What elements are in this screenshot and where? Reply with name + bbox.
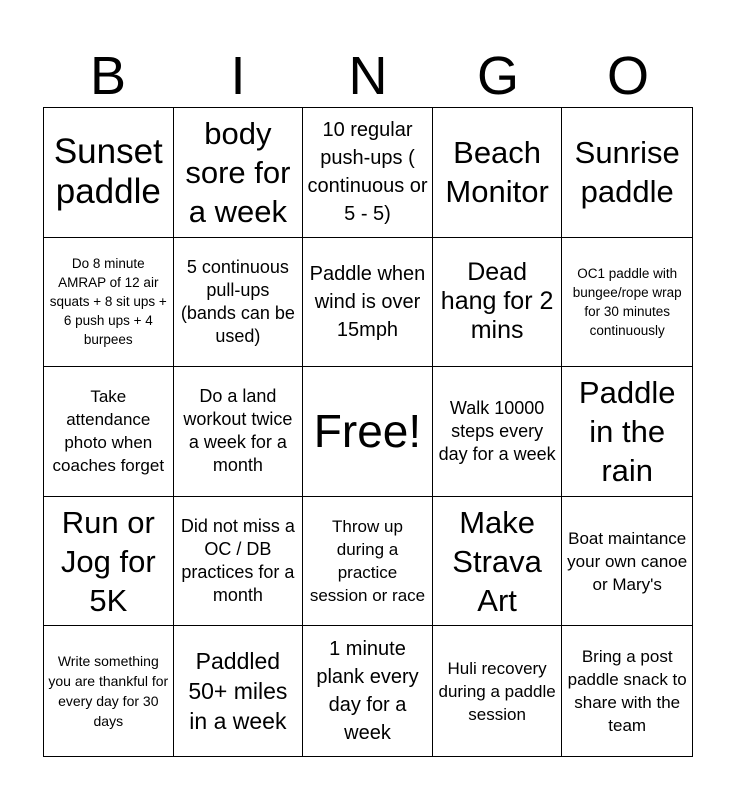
cell-text: Did not miss a OC / DB practices for a month <box>180 516 295 606</box>
cell-text: Paddled 50+ miles in a week <box>188 648 288 735</box>
bingo-cell-n4[interactable] <box>303 497 433 627</box>
cell-text: 5 continuous pull-ups (bands can be used) <box>180 256 295 346</box>
cell-text: Take attendance photo when coaches forget <box>52 387 165 476</box>
bingo-cell-i2[interactable] <box>174 238 304 368</box>
header-letter-b: B <box>89 46 127 106</box>
cell-text: Huli recovery during a paddle session <box>438 658 556 724</box>
cell-text: Walk 10000 steps every day for a week <box>438 397 556 464</box>
bingo-cell-i1[interactable] <box>174 108 304 238</box>
cell-text: Boat maintance your own canoe or Mary's <box>567 528 688 594</box>
bingo-cell-o4[interactable] <box>562 497 692 627</box>
bingo-cell-i4[interactable] <box>174 497 304 627</box>
cell-text: body sore for a week <box>185 115 291 229</box>
bingo-cell-o1[interactable] <box>562 108 692 238</box>
bingo-cell-n3-free[interactable] <box>303 367 433 497</box>
cell-text: Paddle when wind is over 15mph <box>309 262 426 341</box>
cell-text: Do a land workout twice a week for a month <box>183 386 293 476</box>
bingo-cell-b5[interactable] <box>44 626 174 756</box>
cell-text: 1 minute plank every day for a week <box>316 638 419 745</box>
header-letter-g: G <box>476 46 519 106</box>
cell-text: Sunrise paddle <box>574 135 680 210</box>
cell-text: OC1 paddle with bungee/rope wrap for 30 minutes continuously <box>572 265 682 338</box>
bingo-cell-g4[interactable] <box>433 497 563 627</box>
bingo-header <box>43 44 693 108</box>
cell-text: Do 8 minute AMRAP of 12 air squats + 8 sit ups + 6 push ups + 4 burpees <box>49 256 167 348</box>
cell-text: 10 regular push-ups ( continuous or 5 - 5) <box>307 119 428 226</box>
header-letter-n: N <box>348 46 388 106</box>
bingo-cell-n5[interactable] <box>303 626 433 756</box>
bingo-cell-i5[interactable] <box>174 626 304 756</box>
bingo-cell-n2[interactable] <box>303 238 433 368</box>
bingo-cell-g1[interactable] <box>433 108 563 238</box>
free-space-text: Free! <box>313 405 422 458</box>
cell-text: Write something you are thankful for every day for 30 days <box>48 653 169 730</box>
bingo-cell-b3[interactable] <box>44 367 174 497</box>
bingo-cell-n1[interactable] <box>303 108 433 238</box>
bingo-cell-o5[interactable] <box>562 626 692 756</box>
cell-text: Bring a post paddle snack to share with the team <box>567 647 687 736</box>
header-letter-i: I <box>230 46 246 106</box>
bingo-cell-b2[interactable] <box>44 238 174 368</box>
cell-text: Sunset paddle <box>53 132 163 212</box>
cell-text: Run or Jog for 5K <box>60 504 156 618</box>
bingo-cell-o3[interactable] <box>562 367 692 497</box>
cell-text: Throw up during a practice session or race <box>309 517 426 606</box>
cell-text: Make Strava Art <box>452 504 542 618</box>
cell-text: Beach Monitor <box>445 135 549 210</box>
bingo-cell-g2[interactable] <box>433 238 563 368</box>
header-letter-o: O <box>606 46 649 106</box>
bingo-cell-g5[interactable] <box>433 626 563 756</box>
bingo-cell-g3[interactable] <box>433 367 563 497</box>
cell-text: Paddle in the rain <box>578 374 676 488</box>
bingo-cell-b1[interactable] <box>44 108 174 238</box>
bingo-cell-o2[interactable] <box>562 238 692 368</box>
bingo-cell-b4[interactable] <box>44 497 174 627</box>
bingo-board <box>43 107 693 757</box>
bingo-cell-i3[interactable] <box>174 367 304 497</box>
cell-text: Dead hang for 2 mins <box>440 258 554 345</box>
